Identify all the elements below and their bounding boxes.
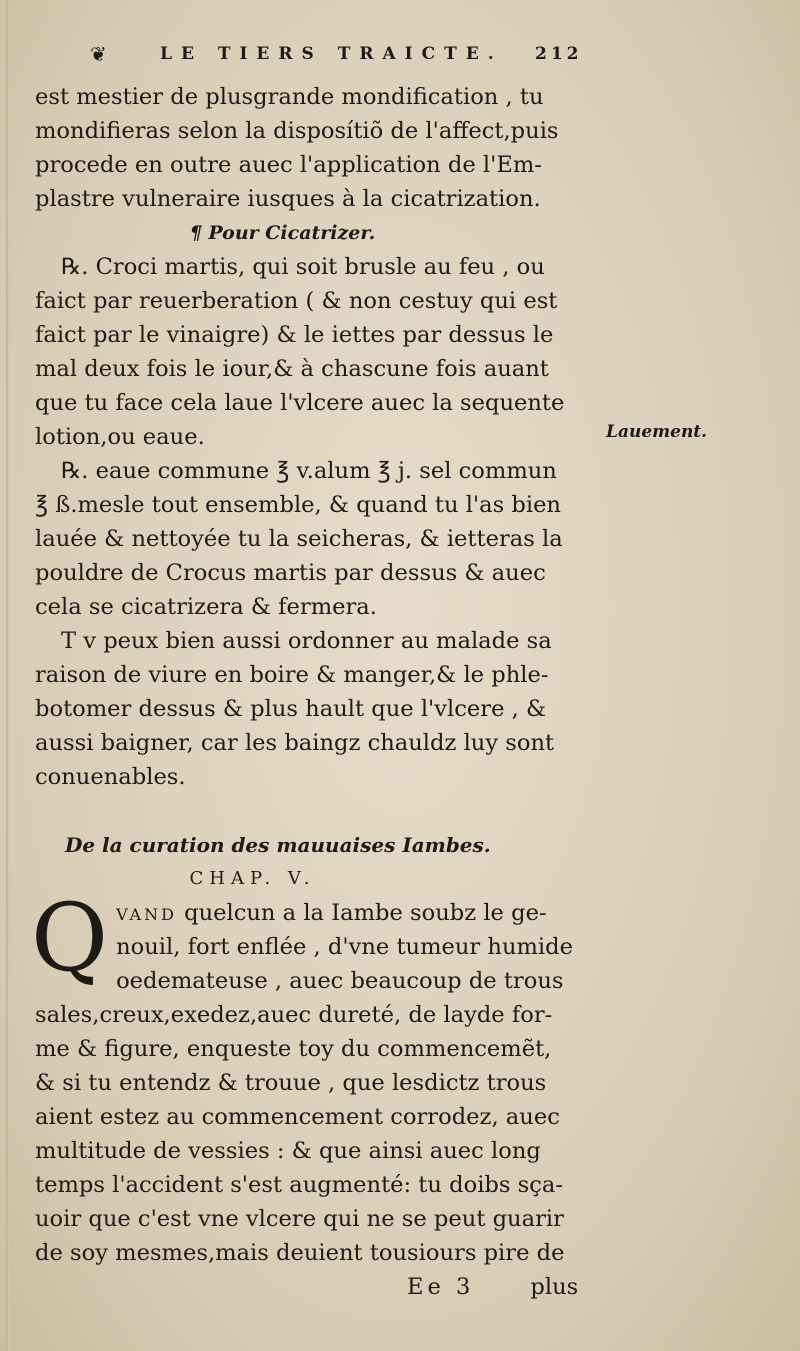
paragraph-line: T v peux bien aussi ordonner au malade sa [61,628,552,654]
spacer [35,794,590,828]
chapter-line: nouil, fort enflée , d'vne tumeur humide [116,934,573,960]
fleuron-ornament-icon: ❦ [90,42,107,66]
chapter-line: temps l'accident s'est augmenté: tu doibs sça- [35,1172,564,1198]
chapter-line: aient estez au commencement corrodez, auec [35,1104,560,1130]
catchline [35,1270,590,1304]
recipe-line: faict par le vinaigre) & le iettes par dessus le [35,322,554,348]
section-subheading: ¶ Pour Cicatrizer. [189,222,376,244]
recipe-line: pouldre de Crocus martis par dessus & auec [35,560,546,586]
text-line: mondifieras selon la disposítiõ de l'affect,puis [35,118,559,144]
first-word-small-caps: VAND [116,905,177,924]
paragraph-line: botomer dessus & plus hault que l'vlcere , & [35,696,547,722]
paragraph-line: aussi baigner, car les baingz chauldz luy sont [35,730,555,756]
page-gutter [6,0,9,1351]
recipe-line: ℞. Croci martis, qui soit brusle au feu , ou [61,254,545,280]
chapter-line: sales,creux,exedez,auec dureté, de layde for- [35,1002,553,1028]
text-line: procede en outre auec l'application de l'Em- [35,152,542,178]
recipe-line: lotion,ou eaue. [35,424,205,450]
drop-cap: Q [31,884,109,993]
first-line-text: quelcun a la Iambe soubz le ge- [176,900,547,926]
running-title: LE TIERS TRAICTE. [160,44,503,64]
chapter-line: de soy mesmes,mais deuient tousiours pire de [35,1240,565,1266]
chapter-line: uoir que c'est vne vlcere qui ne se peut guarir [35,1206,564,1232]
catchword: plus [530,1274,579,1300]
chapter-line: multitude de vessies : & que ainsi auec long [35,1138,541,1164]
paragraph-line: conuenables. [35,764,186,790]
chapter-opening [31,884,590,998]
running-header [90,42,590,72]
chapter-line: oedemateuse , auec beaucoup de trous [116,968,564,994]
signature-mark: Ee 3 [407,1274,475,1300]
chapter-line: me & figure, enqueste toy du commencemẽt, [35,1036,552,1062]
text-line: plastre vulneraire iusques à la cicatrization. [35,186,541,212]
marginal-note: Lauement. [606,422,708,442]
recipe-line: cela se cicatrizera & fermera. [35,594,377,620]
chapter-number: CHAP. V. [189,868,316,889]
recipe-line: faict par reuerberation ( & non cestuy qui est [35,288,558,314]
recipe-line: lauée & nettoyée tu la seicheras, & ietteras la [35,526,563,552]
chapter-title: De la curation des mauuaises Iambes. [65,833,491,857]
recipe-line: mal deux fois le iour,& à chascune fois auant [35,356,549,382]
recipe-line: ℞. eaue commune ℥ v.alum ℥ j. sel commun [61,458,557,484]
paragraph-line: raison de viure en boire & manger,& le phle- [35,662,549,688]
chapter-line: & si tu entendz & trouue , que lesdictz trous [35,1070,547,1096]
recipe-line: ℥ ß.mesle tout ensemble, & quand tu l'as bien [35,492,561,518]
text-line: est mestier de plusgrande mondification , tu [35,84,544,110]
page-number: 212 [535,44,583,64]
text-block [31,80,590,1304]
recipe-line: que tu face cela laue l'vlcere auec la sequente [35,390,565,416]
